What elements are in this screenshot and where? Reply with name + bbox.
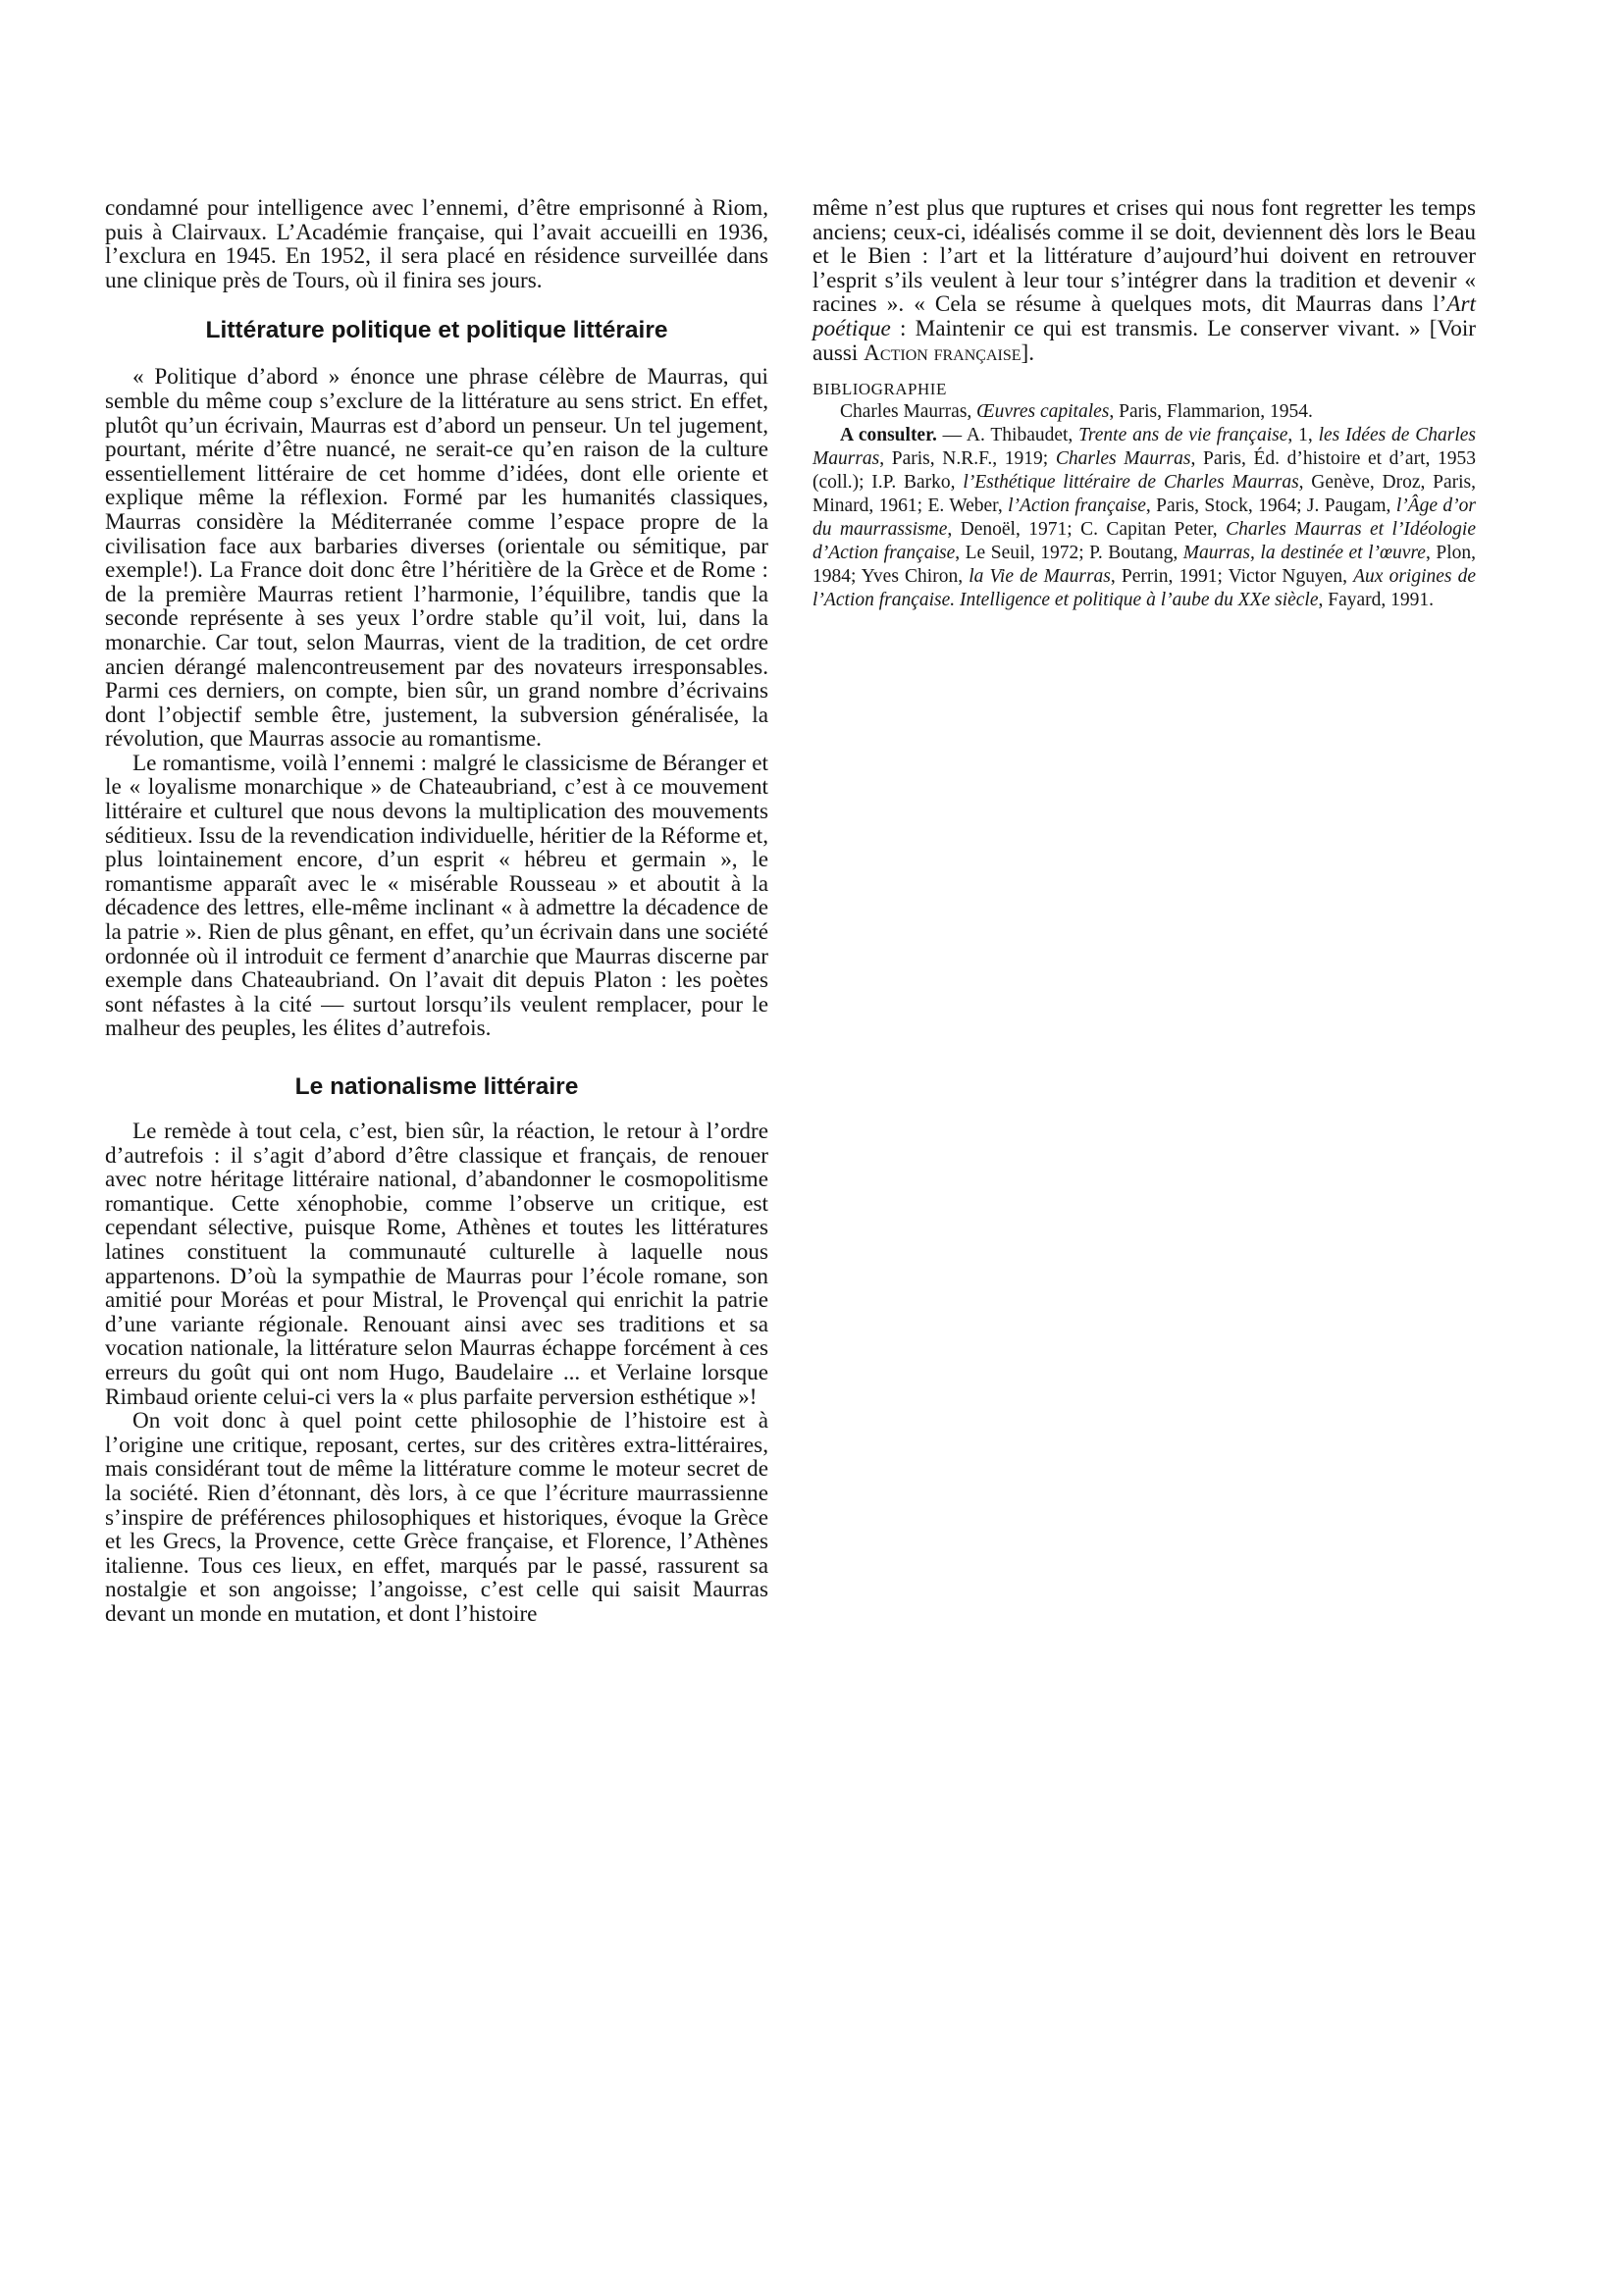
bibliography-heading: BIBLIOGRAPHIE: [812, 380, 947, 399]
paragraph: condamné pour intelligence avec l’ennemi, d’être emprisonné à Riom, puis à Clairvaux. L’Académie française, qui l’avait accueilli en 1936, l’exclura en 1945. En 1952, il sera placé en résidence surveillée dans une clinique près de Tours, où il finira ses jours.: [105, 195, 768, 293]
text-span: ].: [1021, 339, 1035, 366]
text-span: : Maintenir ce qui est transmis. Le conserver vivant. » [Voir aussi: [812, 315, 1476, 366]
text-span: , Paris, Stock, 1964; J. Paugam,: [1145, 496, 1396, 517]
paragraph: Le romantisme, voilà l’ennemi : malgré le classicisme de Béranger et le « loyalisme monarchique » de Chateaubriand, c’est à ce mouvement littéraire et culturel que nous devons la multiplication des mouvements séditieux. Issu de la revendication individuelle, héritier de la Réforme et, plus lointainement encore, d’un esprit « hébreu et germain », le romantisme apparaît avec le « misérable Rousseau » et aboutit à la décadence des lettres, elle-même inclinant « à admettre la décadence de la patrie ». Rien de plus gênant, en effet, qu’un écrivain dans une société ordonnée où il introduit ce ferment d’anarchie que Maurras discerne par exemple dans Chateaubriand. On l’avait dit depuis Platon : les poètes sont néfastes à la cité — surtout lorsqu’ils veulent remplacer, pour le malheur des peuples, les élites d’autrefois.: [105, 750, 768, 1042]
section-heading: Le nationalisme littéraire: [294, 1073, 579, 1100]
italic-title: l’Âge d’or du maurrassisme: [812, 496, 1477, 541]
italic-title: Charles Maurras et l’Idéologie d’Action française: [812, 519, 1477, 564]
paragraph: [812, 196, 1476, 365]
italic-title: Trente ans de vie française: [1078, 425, 1288, 446]
text-span: , Perrin, 1991; Victor Nguyen,: [1110, 566, 1354, 588]
consult-label: A consulter.: [840, 425, 937, 446]
text-span: Charles Maurras,: [840, 401, 977, 423]
italic-title: les Idées de Charles Maurras: [812, 425, 1477, 470]
italic-title: l’Action française: [1008, 496, 1146, 517]
text-span: même n’est plus que ruptures et crises qui nous font regretter les temps anciens; ceux-ci, idéalisés comme il se doit, deviennent dès lors le Beau et le Bien : l’art et la littérature d’aujourd’hui doivent en retrouver l’esprit s’ils veulent à leur tour s’intégrer dans la tradition et devenir « racines ». « Cela se résume à quelques mots, dit Maurras dans l’: [812, 195, 1476, 318]
italic-title: Œuvres capitales: [976, 401, 1110, 423]
text-span: , Paris, Éd. d’histoire et d’art, 1953 (coll.); I.P. Barko,: [812, 448, 1476, 494]
text-span: , Denoël, 1971; C. Capitan Peter,: [947, 519, 1227, 541]
bibliography: [812, 400, 1476, 612]
right-column: [812, 196, 1476, 612]
italic-title: Maurras, la destinée et l’œuvre: [1182, 543, 1426, 564]
text-span: , Fayard, 1991.: [1318, 590, 1435, 611]
bibliography-entry: [812, 424, 1476, 612]
italic-title: l’Esthétique littéraire de Charles Maurras: [963, 472, 1299, 494]
text-span: , 1,: [1287, 425, 1319, 446]
italic-title: Charles Maurras: [1055, 448, 1191, 470]
bibliography-entry: [812, 400, 1476, 424]
left-column: [105, 196, 768, 1626]
text-span: — A. Thibaudet,: [936, 425, 1079, 446]
cross-reference: Action française: [864, 339, 1022, 366]
italic-title: Art poétique: [812, 291, 1476, 341]
paragraph: Le remède à tout cela, c’est, bien sûr, la réaction, le retour à l’ordre d’autrefois : il s’agit d’abord d’être classique et français, de renouer avec notre héritage littéraire national, d’abandonner le cosmopolitisme romantique. Cette xénophobie, comme l’observe un critique, est cependant sélective, puisque Rome, Athènes et toutes les littératures latines constituent la communauté culturelle à laquelle nous appartenons. D’où la sympathie de Maurras pour l’école romane, son amitié pour Moréas et pour Mistral, le Provençal qui enrichit la patrie d’une variante régionale. Renouant ainsi avec ses traditions et sa vocation nationale, la littérature selon Maurras échappe forcément à ces erreurs du goût qui ont nom Hugo, Baudelaire ... et Verlaine lorsque Rimbaud oriente celui-ci vers la « plus parfaite perversion esthétique »!: [105, 1119, 768, 1410]
italic-title: Aux origines de l’Action française. Intelligence et politique à l’aube du XXe siècle: [812, 566, 1476, 611]
paragraph: On voit donc à quel point cette philosophie de l’histoire est à l’origine une critique, reposant, certes, sur des critères extra-littéraires, mais considérant tout de même la littérature comme le moteur secret de la société. Rien d’étonnant, dès lors, à ce que l’écriture maurrassienne s’inspire de préférences philosophiques et historiques, évoque la Grèce et les Grecs, la Provence, cette Grèce française, et Florence, l’Athènes italienne. Tous ces lieux, en effet, marqués par le passé, rassurent sa nostalgie et son angoisse; l’angoisse, c’est celle qui saisit Maurras devant un monde en mutation, et dont l’histoire: [105, 1408, 768, 1627]
italic-title: la Vie de Maurras: [969, 566, 1111, 588]
text-span: , Le Seuil, 1972; P. Boutang,: [955, 543, 1183, 564]
text-span: , Plon, 1984; Yves Chiron,: [812, 543, 1477, 588]
paragraph: « Politique d’abord » énonce une phrase célèbre de Maurras, qui semble du même coup s’exclure de la littérature au sens strict. En effet, plutôt qu’un écrivain, Maurras est d’abord un penseur. Un tel jugement, pourtant, mérite d’être nuancé, ne serait-ce qu’en raison de la culture essentiellement littéraire de cet homme d’idées, dont elle oriente et explique même la réflexion. Formé par les humanités classiques, Maurras considère la Méditerranée comme l’espace propre de la civilisation face aux barbaries diverses (orientale ou sémitique, par exemple!). La France doit donc être l’héritière de la Grèce et de Rome : de la première Maurras retient l’harmonie, l’équilibre, tandis que la seconde représente à ses yeux l’ordre stable qu’il voit, lui, dans la monarchie. Car tout, selon Maurras, vient de la tradition, de cet ordre ancien dérangé malencontreusement par des novateurs irresponsables. Parmi ces derniers, on compte, bien sûr, un grand nombre d’écrivains dont l’objectif semble être, justement, la subversion généralisée, la révolution, que Maurras associe au romantisme.: [105, 364, 768, 753]
text-span: , Paris, N.R.F., 1919;: [879, 448, 1056, 470]
text-span: , Paris, Flammarion, 1954.: [1109, 401, 1313, 423]
section-heading: Littérature politique et politique littéraire: [205, 317, 668, 344]
text-span: , Genève, Droz, Paris, Minard, 1961; E. Weber,: [812, 472, 1477, 517]
